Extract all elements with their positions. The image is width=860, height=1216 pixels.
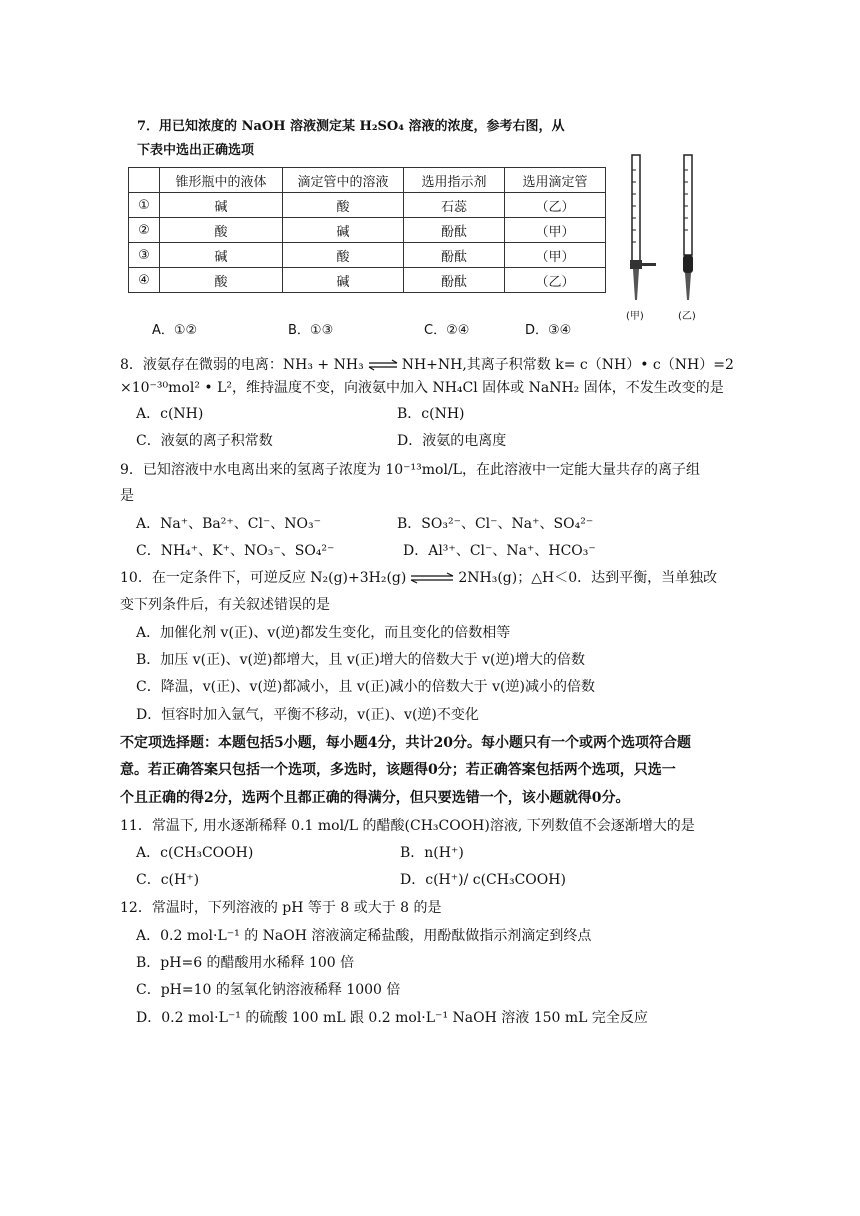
q11-option-b: B．n(H⁺) [400,845,464,861]
q10-option-c: C．降温，v(正)、v(逆)都减小，且 v(正)减小的倍数大于 v(逆)减小的倍数 [136,679,595,695]
table-cell: 酚酞 [404,218,505,243]
q7-option-b: B．①③ [288,323,334,338]
table-cell: ① [129,193,160,218]
q10-option-a: A．加催化剂 v(正)、v(逆)都发生变化，而且变化的倍数相等 [136,625,511,641]
table-cell: 碱 [283,218,404,243]
section-instructions-line2: 意。若正确答案只包括一个选项，多选时，该题得0分；若正确答案包括两个选项，只选一 [120,762,676,778]
q8-line1 [120,355,740,375]
table-cell: 碱 [160,193,283,218]
section-instructions-line1: 不定项选择题：本题包括5小题，每小题4分，共计20分。每小题只有一个或两个选项符合题 [120,735,691,751]
table-cell: 碱 [283,268,404,293]
q7-option-c: C．②④ [424,323,470,338]
q12-option-a: A．0.2 mol·L⁻¹ 的 NaOH 溶液滴定稀盐酸，用酚酞做指示剂滴定到终点 [136,928,592,944]
q10-line1-b: 2NH₃(g)；△H＜0．达到平衡，当单独改 [458,570,718,586]
burette-figure [620,150,720,325]
burette-jia-icon [630,155,656,300]
q10-line2: 变下列条件后，有关叙述错误的是 [120,597,330,613]
table-header-cell: 滴定管中的溶液 [283,168,404,193]
q8-line1-a: 8．液氨存在微弱的电离：NH₃ + NH₃ [120,357,364,373]
table-cell: 酚酞 [404,268,505,293]
table-cell: （乙） [505,268,606,293]
q8-option-b: B．c(NH) [397,406,465,422]
burette-yi-icon [683,155,693,300]
table-cell: （乙） [505,193,606,218]
table-cell: （甲） [505,243,606,268]
table-cell: 石蕊 [404,193,505,218]
q8-option-d: D．液氨的电离度 [397,433,507,449]
q8-line2: ×10⁻³⁰mol² • L²，维持温度不变，向液氨中加入 NH₄Cl 固体或 NaNH₂ 固体，不发生改变的是 [120,380,724,396]
q7-stem-line1: 7．用已知浓度的 NaOH 溶液测定某 H₂SO₄ 溶液的浓度，参考右图，从 [137,119,565,134]
table-cell: 酸 [160,268,283,293]
table-cell: 酸 [283,193,404,218]
table-row [129,243,606,268]
q12-option-d: D．0.2 mol·L⁻¹ 的硫酸 100 mL 跟 0.2 mol·L⁻¹ NaOH 溶液 150 mL 完全反应 [136,1010,648,1026]
table-row [129,268,606,293]
q9-line2: 是 [120,488,134,504]
q9-line1: 9．已知溶液中水电离出来的氢离子浓度为 10⁻¹³mol/L，在此溶液中一定能大量共存的离子组 [120,462,700,478]
q7-option-d: D．③④ [525,323,572,338]
q12-option-c: C．pH=10 的氢氧化钠溶液稀释 1000 倍 [136,982,401,998]
q7-option-a: A．①② [152,323,198,338]
table-cell: ④ [129,268,160,293]
equilibrium-arrow-icon [410,572,454,584]
table-header-cell: 选用指示剂 [404,168,505,193]
q10-line1 [120,568,740,588]
section-instructions-line3: 个且正确的得2分，选两个且都正确的得满分，但只要选错一个，该小题就得0分。 [120,790,630,806]
table-row [129,193,606,218]
q8-line1-b: NH+NH,其离子积常数 k= c（NH）• c（NH）=2 [401,357,734,373]
equilibrium-arrow-icon [368,359,398,371]
q11-option-a: A．c(CH₃COOH) [136,845,254,861]
q9-option-b: B．SO₃²⁻、Cl⁻、Na⁺、SO₄²⁻ [397,516,594,532]
q7-stem-line2: 下表中选出正确选项 [137,143,255,158]
q12-line1: 12．常温时，下列溶液的 pH 等于 8 或大于 8 的是 [120,900,442,916]
q9-option-c: C．NH₄⁺、K⁺、NO₃⁻、SO₄²⁻ [136,543,335,559]
q8-option-c: C．液氨的离子积常数 [136,433,273,449]
table-cell: 酸 [283,243,404,268]
table-header-cell [129,168,160,193]
q11-option-c: C．c(H⁺) [136,872,200,888]
table-cell: ② [129,218,160,243]
table-cell: 酸 [160,218,283,243]
table-cell: 碱 [160,243,283,268]
table-cell: ③ [129,243,160,268]
q11-option-d: D．c(H⁺)/ c(CH₃COOH) [400,872,566,888]
q10-line1-a: 10．在一定条件下，可逆反应 N₂(g)+3H₂(g) [120,570,407,586]
table-header-cell: 锥形瓶中的液体 [160,168,283,193]
table-row [129,218,606,243]
q7-table [128,167,606,293]
q10-option-d: D．恒容时加入氩气，平衡不移动，v(正)、v(逆)不变化 [136,707,479,723]
table-cell: （甲） [505,218,606,243]
q9-option-a: A．Na⁺、Ba²⁺、Cl⁻、NO₃⁻ [136,516,322,532]
q12-option-b: B．pH=6 的醋酸用水稀释 100 倍 [136,955,355,971]
q8-option-a: A．c(NH) [136,406,204,422]
table-header-cell: 选用滴定管 [505,168,606,193]
q10-option-b: B．加压 v(正)、v(逆)都增大，且 v(正)增大的倍数大于 v(逆)增大的倍数 [136,652,585,668]
figure-label-yi: (乙) [678,311,696,322]
table-cell: 酚酞 [404,243,505,268]
table-header-row [129,168,606,193]
figure-label-jia: (甲) [626,311,644,322]
q11-line1: 11．常温下, 用水逐渐稀释 0.1 mol/L 的醋酸(CH₃COOH)溶液, 下列数值不会逐渐增大的是 [120,818,695,834]
q9-option-d: D．Al³⁺、Cl⁻、Na⁺、HCO₃⁻ [403,543,596,559]
